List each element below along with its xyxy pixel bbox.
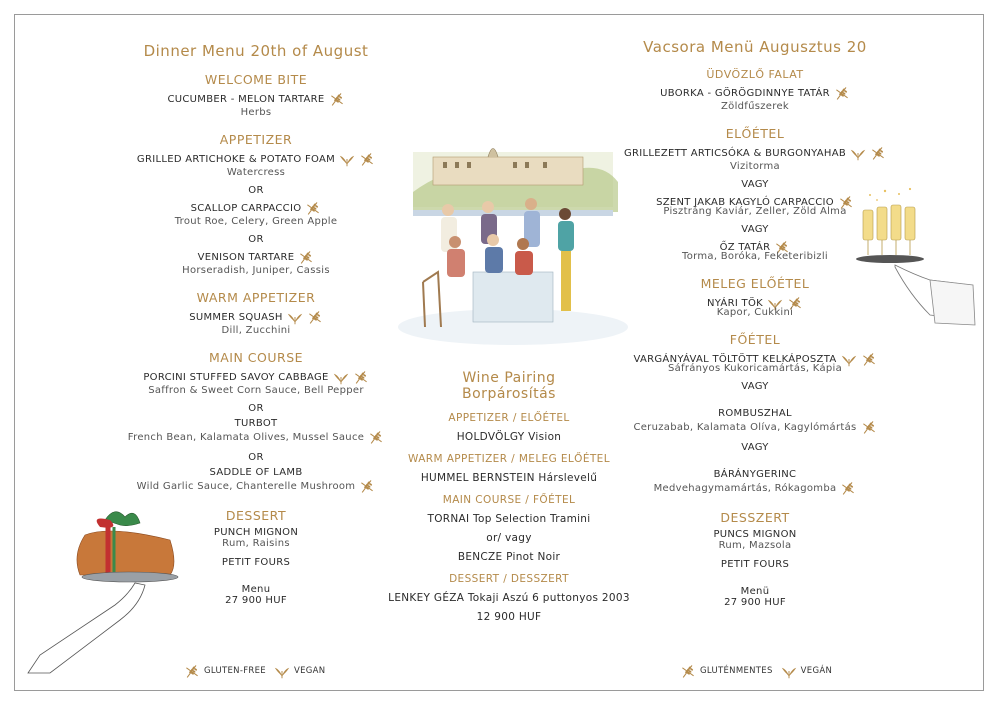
warm-appetizer-heading-hu: MELEG ELŐÉTEL xyxy=(700,276,810,291)
leaf-icon xyxy=(274,663,290,679)
or-separator-hu: VAGY xyxy=(741,224,769,235)
hungarian-menu-title: Vacsora Menü Augusztus 20 xyxy=(643,38,867,56)
menu-price-label-hu: Menü xyxy=(740,586,770,597)
wheat-icon xyxy=(834,85,850,101)
appetizer-dish-2: SCALLOP CARPACCIO xyxy=(120,200,392,216)
main-course-heading: MAIN COURSE xyxy=(208,350,304,365)
petit-fours: PETIT FOURS xyxy=(221,557,291,568)
dessert-heading: DESSERT xyxy=(225,508,287,523)
wheat-icon xyxy=(305,200,321,216)
appetizer-dish-1-desc-hu: Vizitorma xyxy=(730,161,780,172)
appetizer-dish-1: GRILLED ARTICHOKE & POTATO FOAM xyxy=(120,151,392,167)
welcome-bite-heading: WELCOME BITE xyxy=(204,72,308,87)
wine-or: or/ vagy xyxy=(486,532,532,544)
leaf-icon xyxy=(781,663,797,679)
dessert-dish-hu: PUNCS MIGNON xyxy=(713,529,797,540)
leaf-icon xyxy=(287,309,303,325)
legend-gluten-free-label-hu: GLUTÉNMENTES xyxy=(700,666,773,676)
menu-price: 27 900 HUF xyxy=(225,595,287,606)
or-separator: OR xyxy=(248,234,264,245)
legend-hungarian xyxy=(680,663,832,679)
cake-illustration xyxy=(20,505,180,675)
wine-pairing-title: Wine Pairing xyxy=(462,370,556,386)
welcome-bite-dish: CUCUMBER - MELON TARTARE xyxy=(120,91,392,107)
main-dish-2: TURBOT xyxy=(234,418,278,429)
petit-fours-hu: PETIT FOURS xyxy=(720,559,790,570)
dessert-heading-hu: DESSZERT xyxy=(720,510,790,525)
warm-appetizer-heading: WARM APPETIZER xyxy=(196,290,316,305)
wheat-icon xyxy=(840,480,856,496)
wine-section-appetizer: APPETIZER / ELŐÉTEL xyxy=(448,412,570,424)
wheat-icon xyxy=(307,309,323,325)
appetizer-dish-2-desc: Trout Roe, Celery, Green Apple xyxy=(174,216,338,227)
main-dish-2-desc-row: French Bean, Kalamata Olives, Mussel Sauce xyxy=(120,429,392,445)
wheat-icon xyxy=(329,91,345,107)
main-dish-1-desc: Saffron & Sweet Corn Sauce, Bell Pepper xyxy=(148,385,364,396)
or-separator-hu: VAGY xyxy=(741,179,769,190)
wine-main-alt: BENCZE Pinot Noir xyxy=(457,551,561,563)
wine-main: TORNAI Top Selection Tramini xyxy=(427,513,591,525)
leaf-icon xyxy=(333,369,349,385)
main-dish-3-desc-row: Wild Garlic Sauce, Chanterelle Mushroom xyxy=(120,478,392,494)
leaf-icon xyxy=(841,351,857,367)
appetizer-dish-3: VENISON TARTARE xyxy=(120,249,392,265)
dessert-desc: Rum, Raisins xyxy=(222,538,290,549)
main-dish-1-desc-hu: Sáfrányos Kukoricamártás, Kápia xyxy=(667,363,843,374)
appetizer-dish-3-hu: ŐZ TATÁR xyxy=(610,239,900,255)
wheat-icon xyxy=(680,663,696,679)
main-course-heading-hu: FŐÉTEL xyxy=(729,332,781,347)
main-dish-3-desc-row-hu: Medvehagymamártás, Rókagomba xyxy=(610,480,900,496)
wine-section-warm: WARM APPETIZER / MELEG ELŐÉTEL xyxy=(408,453,610,465)
or-separator: OR xyxy=(248,403,264,414)
dessert-desc-hu: Rum, Mazsola xyxy=(718,540,792,551)
appetizer-dish-3-desc: Horseradish, Juniper, Cassis xyxy=(182,265,330,276)
wheat-icon xyxy=(184,663,200,679)
dessert-dish: PUNCH MIGNON xyxy=(213,527,299,538)
appetizer-dish-3-desc-hu: Torma, Boróka, Feketeribizli xyxy=(681,251,829,262)
wine-section-main: MAIN COURSE / FŐÉTEL xyxy=(442,494,576,506)
or-separator: OR xyxy=(248,452,264,463)
welcome-bite-dish-hu: UBORKA - GÖRÖGDINNYE TATÁR xyxy=(610,85,900,101)
warm-appetizer-dish: SUMMER SQUASH xyxy=(120,309,392,325)
or-separator-hu: VAGY xyxy=(741,381,769,392)
legend-vegan-label: VEGAN xyxy=(293,666,326,676)
menu-price-hu: 27 900 HUF xyxy=(724,597,786,608)
warm-appetizer-desc-hu: Kapor, Cukkini xyxy=(716,307,794,318)
legend-gluten-free-label: GLUTEN-FREE xyxy=(204,666,266,676)
wheat-icon xyxy=(353,369,369,385)
wine-section-dessert: DESSERT / DESSZERT xyxy=(449,573,569,585)
welcome-bite-desc-hu: Zöldfűszerek xyxy=(721,101,789,112)
wheat-icon xyxy=(359,478,375,494)
legend-english xyxy=(184,663,325,679)
or-separator-hu: VAGY xyxy=(741,442,769,453)
wine-pairing-title-hu: Borpárosítás xyxy=(462,386,556,402)
warm-appetizer-desc: Dill, Zucchini xyxy=(221,325,291,336)
main-dish-2-desc-row-hu: Ceruzabab, Kalamata Olíva, Kagylómártás xyxy=(610,419,900,435)
menu-price-label: Menu xyxy=(241,584,271,595)
or-separator: OR xyxy=(248,185,264,196)
english-menu-title: Dinner Menu 20th of August xyxy=(143,42,369,60)
wheat-icon xyxy=(870,145,886,161)
wheat-icon xyxy=(861,419,877,435)
main-dish-3-hu: BÁRÁNYGERINC xyxy=(713,469,797,480)
appetizer-dish-1-desc: Watercress xyxy=(226,167,286,178)
appetizer-dish-1-hu: GRILLEZETT ARTICSÓKA & BURGONYAHAB xyxy=(610,145,900,161)
wine-warm: HUMMEL BERNSTEIN Hárslevelű xyxy=(420,472,598,484)
main-dish-1: PORCINI STUFFED SAVOY CABBAGE xyxy=(120,369,392,385)
leaf-icon xyxy=(339,151,355,167)
appetizer-dish-2-hu: SZENT JAKAB KAGYLÓ CARPACCIO xyxy=(610,194,900,210)
appetizer-dish-2-desc-hu: Pisztráng Kaviár, Zeller, Zöld Alma xyxy=(663,206,847,217)
main-dish-2-hu: ROMBUSZHAL xyxy=(718,408,792,419)
wine-pairing-column xyxy=(378,370,640,623)
wine-price: 12 900 HUF xyxy=(476,611,542,623)
wheat-icon xyxy=(359,151,375,167)
wine-appetizer: HOLDVÖLGY Vision xyxy=(456,431,562,443)
main-dish-1-hu: VARGÁNYÁVAL TÖLTÖTT KELKÁPOSZTA xyxy=(610,351,900,367)
wheat-icon xyxy=(861,351,877,367)
legend-vegan-label-hu: VEGÁN xyxy=(800,666,833,676)
appetizer-heading-hu: ELŐÉTEL xyxy=(725,126,785,141)
leaf-icon xyxy=(850,145,866,161)
welcome-bite-heading-hu: ÜDVÖZLŐ FALAT xyxy=(706,68,804,81)
appetizer-heading: APPETIZER xyxy=(219,132,293,147)
party-illustration xyxy=(393,122,633,352)
wine-dessert: LENKEY GÉZA Tokaji Aszú 6 puttonyos 2003 xyxy=(388,592,630,604)
champagne-tray-illustration xyxy=(855,185,980,335)
welcome-bite-desc: Herbs xyxy=(240,107,272,118)
wheat-icon xyxy=(298,249,314,265)
warm-appetizer-dish-hu: NYÁRI TÖK xyxy=(610,295,900,311)
main-dish-3: SADDLE OF LAMB xyxy=(209,467,303,478)
